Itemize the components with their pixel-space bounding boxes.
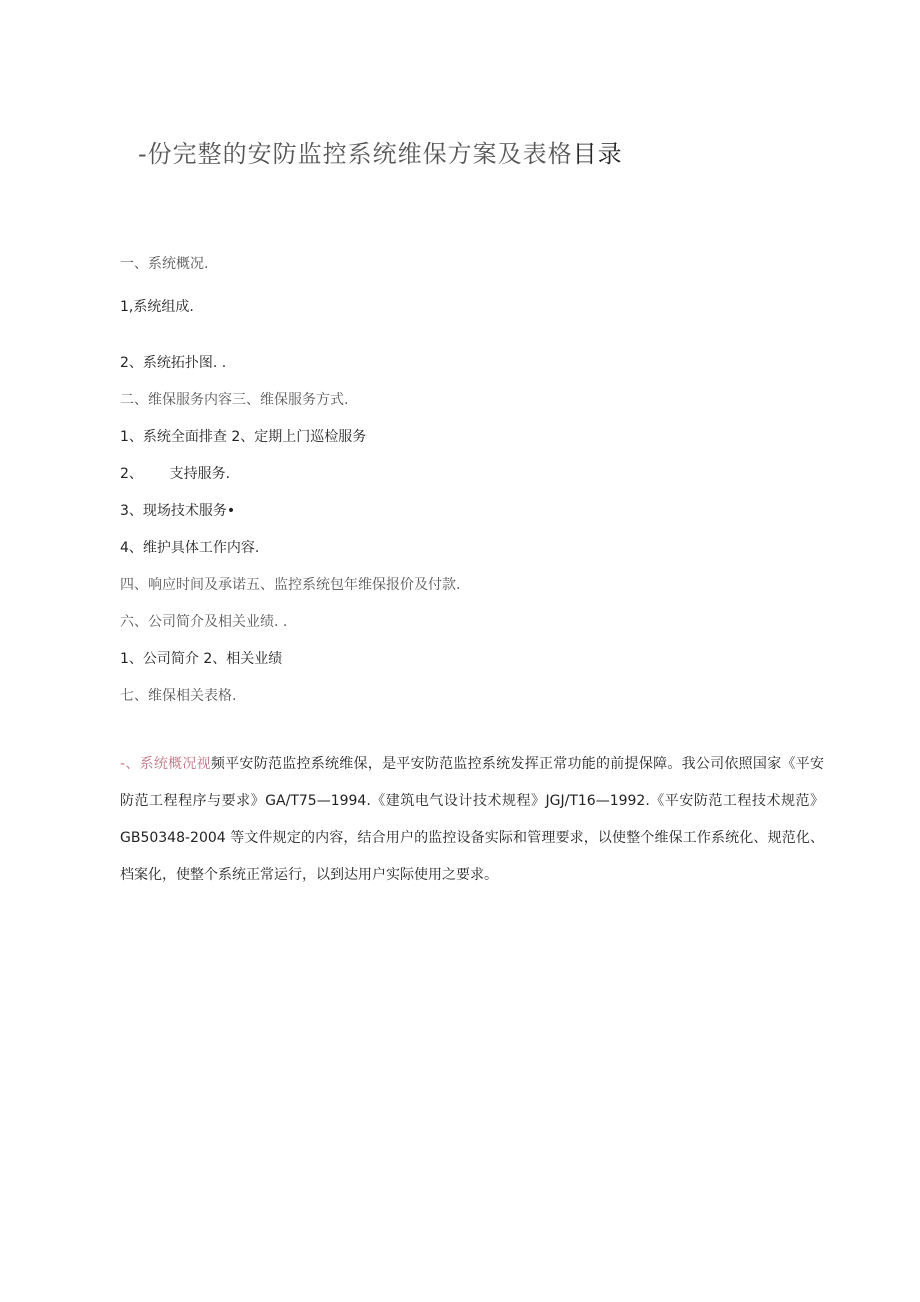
toc-item: 3、现场技术服务• xyxy=(120,503,236,519)
toc-item: 七、维保相关表格. xyxy=(120,688,237,704)
toc-item: 一、系统概况. xyxy=(120,256,209,272)
toc-item: 四、响应时间及承诺五、监控系统包年维保报价及付款. xyxy=(120,577,461,593)
toc-item: 1、公司简介 2、相关业绩 xyxy=(120,651,283,667)
toc-item: 1,系统组成. xyxy=(120,299,194,315)
toc-item: 2、系统拓扑图. . xyxy=(120,355,227,371)
toc-item: 4、维护具体工作内容. xyxy=(120,540,260,556)
toc-item: 1、系统全面排查 2、定期上门巡检服务 xyxy=(120,429,367,445)
toc-item: 六、公司简介及相关业绩. . xyxy=(120,614,288,630)
toc-item: 2、 支持服务. xyxy=(120,466,231,482)
section-paragraph xyxy=(120,746,824,894)
section-heading: -、系统概况视 xyxy=(120,756,211,772)
document-title xyxy=(138,134,623,169)
document-title-main: -份完整的安防监控系统维保方案及表格 xyxy=(138,140,573,168)
section-body: 频平安防范监控系统维保，是平安防范监控系统发挥正常功能的前提保障。我公司依照国家《平安防范工程程序与要求》GA/T75—1994.《建筑电气设计技术规程》JGJ/T16—1992.《平安防范工程技术规范》GB50348-2004 等文件规定的内容，结合用户的监控设备实际和管理要求，以使整个维保工作系统化、规范化、档案化，使整个系统正常运行，以到达用户实际使用之要求。 xyxy=(120,756,824,883)
toc-item: 二、维保服务内容三、维保服务方式. xyxy=(120,392,349,408)
document-title-suffix: 目录 xyxy=(572,140,623,168)
